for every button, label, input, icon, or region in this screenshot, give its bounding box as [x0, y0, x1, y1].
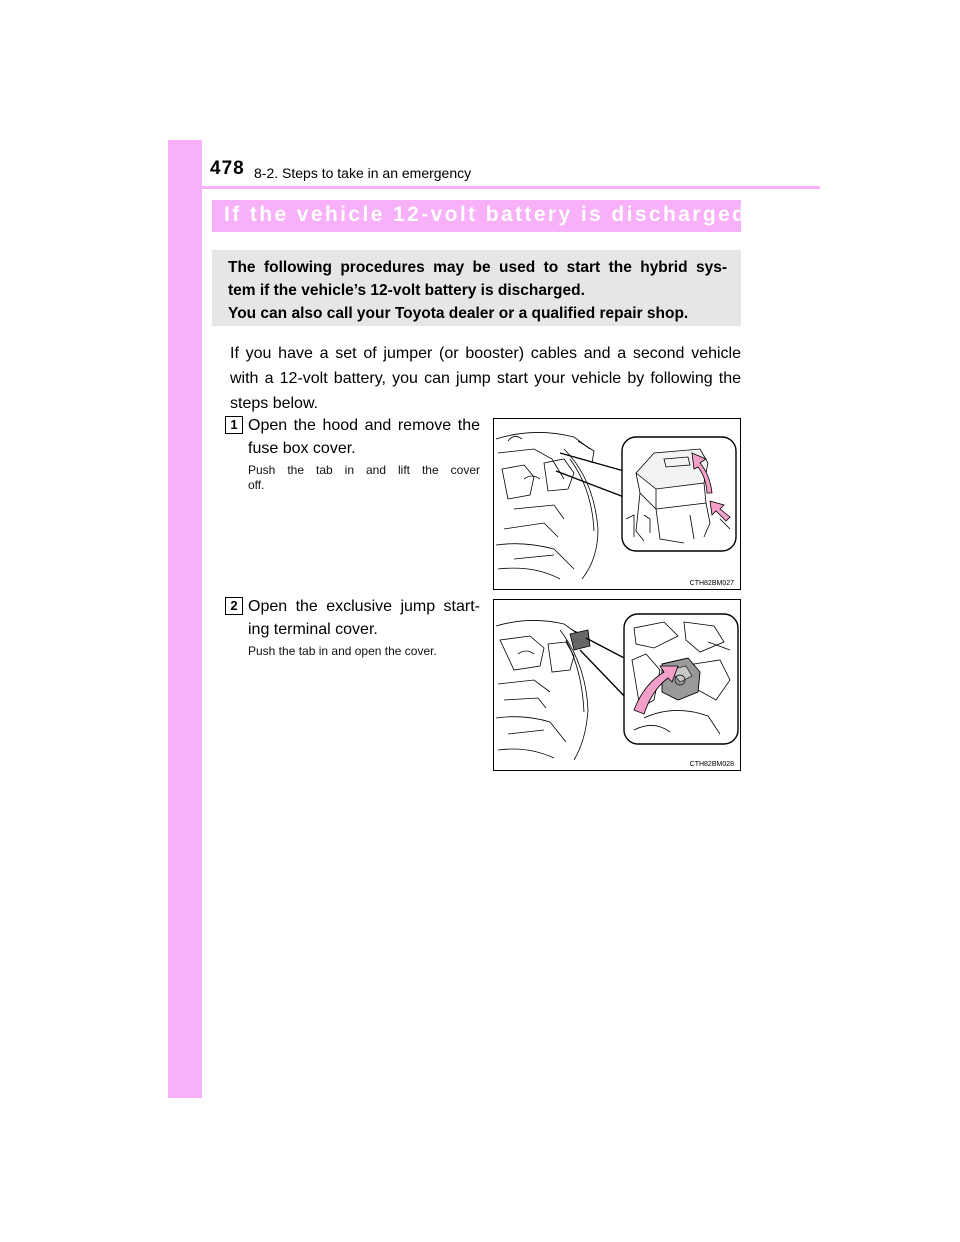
- page-number: 478: [210, 158, 245, 179]
- step-1-text-line-2: fuse box cover.: [248, 440, 356, 457]
- body-paragraph: [230, 341, 741, 416]
- header-rule: [168, 186, 820, 189]
- body-line-2: with a 12-volt battery, you can jump start your vehicle by following the: [230, 370, 741, 387]
- figure-2-code: CTH82BM028: [689, 761, 734, 768]
- intro-line-3: You can also call your Toyota dealer or a qualified repair shop.: [228, 305, 689, 322]
- step-1-note-line-2: off.: [248, 478, 265, 492]
- side-color-strip: [168, 140, 202, 1098]
- section-title: 8-2. Steps to take in an emergency: [254, 165, 472, 181]
- step-2-text-line-1: Open the exclusive jump start-: [248, 598, 480, 615]
- body-line-3: steps below.: [230, 395, 319, 412]
- jump-terminal-illustration: [493, 599, 741, 771]
- step-1-note: [248, 463, 480, 493]
- step-2-text-line-2: ing terminal cover.: [248, 621, 378, 638]
- jump-terminal-drawing: [494, 600, 741, 771]
- fuse-box-illustration: [493, 418, 741, 590]
- title-banner: [212, 200, 748, 232]
- step-2-number: 2: [225, 597, 243, 615]
- intro-box: [212, 250, 741, 326]
- step-2-text: [248, 595, 480, 641]
- step-1-note-line-1: Push the tab in and lift the cover: [248, 463, 480, 477]
- fuse-box-drawing: [494, 419, 741, 590]
- step-2-note: [248, 644, 480, 659]
- step-1-text: [248, 414, 480, 460]
- step-1-text-line-1: Open the hood and remove the: [248, 417, 480, 434]
- step-1-number: 1: [225, 416, 243, 434]
- figure-1-code: CTH82BM027: [689, 580, 734, 587]
- body-line-1: If you have a set of jumper (or booster) cables and a second vehicle: [230, 345, 741, 362]
- intro-line-1: The following procedures may be used to start the hybrid sys-: [228, 259, 727, 276]
- step-2-note-line-1: Push the tab in and open the cover.: [248, 644, 437, 658]
- intro-line-2: tem if the vehicle’s 12-volt battery is discharged.: [228, 282, 585, 299]
- page-title: If the vehicle 12-volt battery is discharged: [224, 203, 748, 226]
